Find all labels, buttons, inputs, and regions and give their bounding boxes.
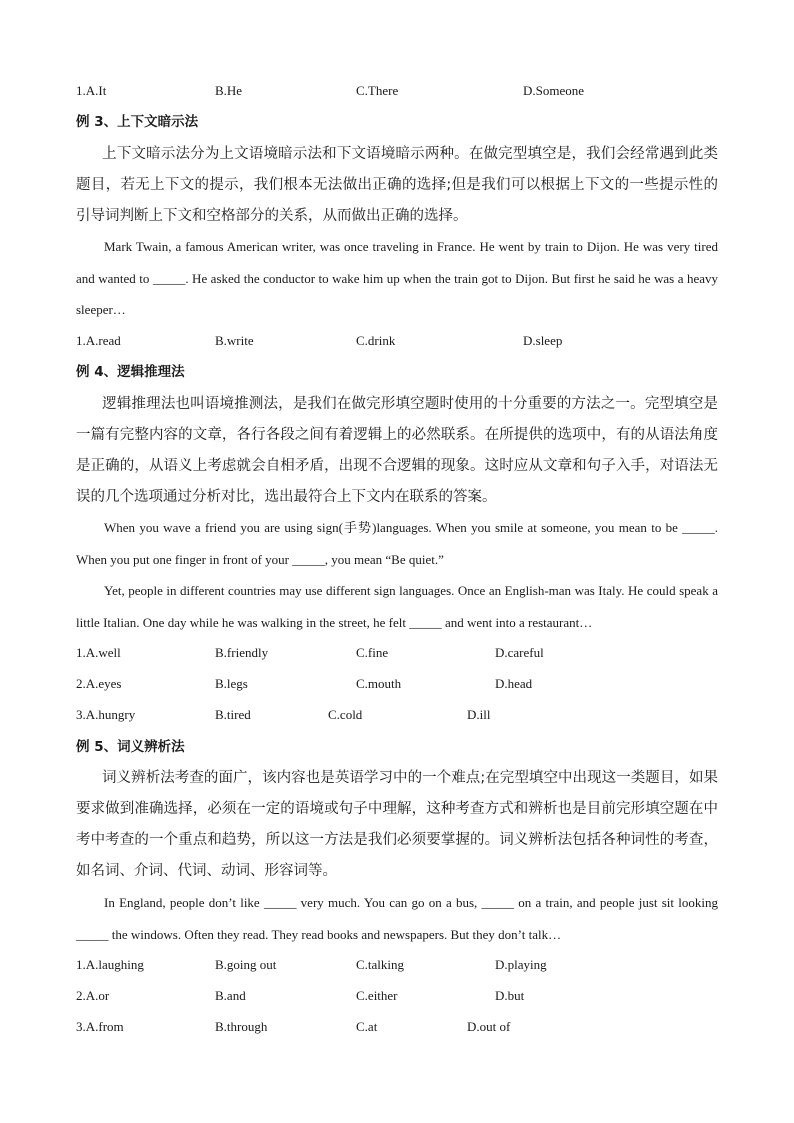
option-row [0,643,794,663]
option-c: C.cold [328,707,363,722]
option-a: 1.A.It [76,83,107,98]
option-d: D.but [495,988,525,1003]
option-a: 2.A.or [76,988,110,1003]
option-row [0,705,794,725]
option-b: B.tired [215,707,251,722]
option-row [0,955,794,975]
option-c: C.mouth [356,676,402,691]
intro-paragraph: 词义辨析法考查的面广，该内容也是英语学习中的一个难点;在完型填空中出现这一类题目，如果要求做到准确选择，必须在一定的语境或句子中理解，这种考查方式和辨析也是目前完形填空题在中考中考查的一个重点和趋势，所以这一方法是我们必须要掌握的。词义辨析法包括各种词性的考查，如名词、介词、代词、动词、形容词等。 [76,770,718,879]
option-a: 2.A.eyes [76,676,122,691]
option-d: D.sleep [523,333,563,348]
option-row [0,331,794,351]
option-b: B.legs [215,676,248,691]
option-c: C.There [356,83,399,98]
option-a: 1.A.well [76,645,121,660]
section-heading: 例 5、词义辨析法 [76,739,185,755]
option-a: 1.A.read [76,333,121,348]
option-row [0,674,794,694]
option-b: B.going out [215,957,277,972]
option-b: B.and [215,988,246,1003]
option-c: C.at [356,1019,378,1034]
option-row [0,1017,794,1037]
option-d: D.Someone [523,83,585,98]
option-d: D.out of [467,1019,511,1034]
passage-paragraph: When you wave a friend you are using sign(手势)languages. When you smile at someone, you mean to be _____. When you put one finger in front of your _____, you mean “Be quiet.” [76,520,718,567]
passage-paragraph: Yet, people in different countries may use different sign languages. Once an English-man was Italy. He could speak a little Italian. One day while he was walking in the street, he felt _____ and went into a restaurant… [76,583,718,630]
option-c: C.talking [356,957,405,972]
option-b: B.friendly [215,645,269,660]
section-heading: 例 4、逻辑推理法 [76,364,185,380]
intro-paragraph: 逻辑推理法也叫语境推测法，是我们在做完形填空题时使用的十分重要的方法之一。完型填空是一篇有完整内容的文章，各行各段之间有着逻辑上的必然联系。在所提供的选项中，有的从语法角度是正确的，从语义上考虑就会自相矛盾，出现不合逻辑的现象。这时应从文章和句子入手，对语法无误的几个选项通过分析对比，选出最符合上下文内在联系的答案。 [76,396,718,505]
option-a: 1.A.laughing [76,957,144,972]
option-row [0,81,794,101]
option-b: B.write [215,333,254,348]
option-b: B.through [215,1019,268,1034]
option-d: D.careful [495,645,544,660]
passage-paragraph: In England, people don’t like _____ very much. You can go on a bus, _____ on a train, and people just sit looking _____ the windows. Often they read. They read books and newspapers. But they don’t talk… [76,895,718,942]
intro-paragraph: 上下文暗示法分为上文语境暗示法和下文语境暗示两种。在做完型填空是，我们会经常遇到此类题目，若无上下文的提示，我们根本无法做出正确的选择;但是我们可以根据上下文的一些提示性的引导词判断上下文和空格部分的关系，从而做出正确的选择。 [76,146,718,224]
option-a: 3.A.hungry [76,707,136,722]
option-c: C.drink [356,333,396,348]
option-b: B.He [215,83,243,98]
option-d: D.playing [495,957,547,972]
option-d: D.ill [467,707,491,722]
option-c: C.either [356,988,398,1003]
option-d: D.head [495,676,533,691]
option-a: 3.A.from [76,1019,124,1034]
section-heading: 例 3、上下文暗示法 [76,114,199,130]
option-row [0,986,794,1006]
option-c: C.fine [356,645,389,660]
passage-paragraph: Mark Twain, a famous American writer, was once traveling in France. He went by train to Dijon. He was very tired and wanted to _____. He asked the conductor to wake him up when the train got to Dijon. But first he said he was a heavy sleeper… [76,239,718,317]
